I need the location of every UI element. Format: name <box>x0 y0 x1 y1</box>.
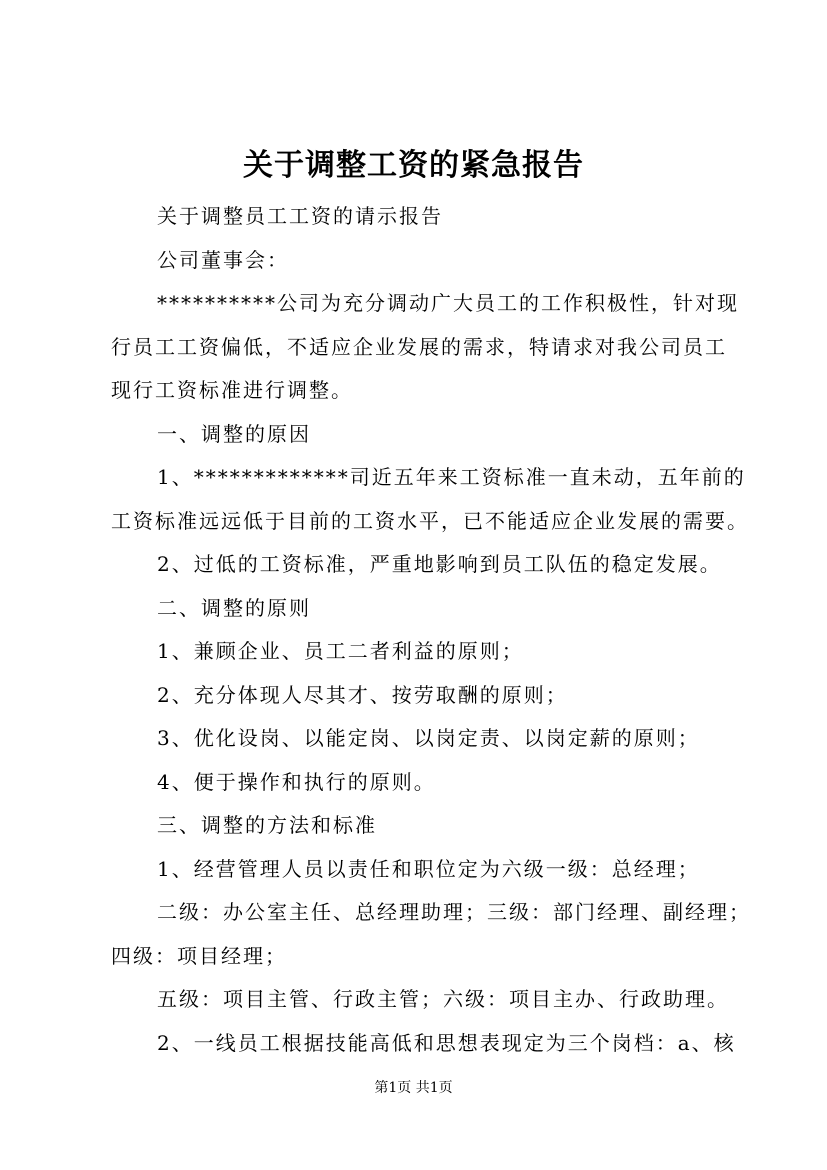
paragraph-line: 2、一线员工根据技能高低和思想表现定为三个岗档：a、核 <box>157 1030 736 1055</box>
paragraph-line: 工资标准远远低于目前的工资水平，已不能适应企业发展的需要。 <box>111 508 749 533</box>
paragraph-line: 2、过低的工资标准，严重地影响到员工队伍的稳定发展。 <box>157 552 722 576</box>
paragraph-line: **********公司为充分调动广大员工的工作积极性，针对现 <box>157 291 739 315</box>
section-heading: 一、调整的原因 <box>157 421 311 446</box>
document-title: 关于调整工资的紧急报告 <box>243 148 584 183</box>
paragraph-line: 3、优化设岗、以能定岗、以岗定责、以岗定薪的原则； <box>157 726 700 750</box>
paragraph-line: 关于调整员工工资的请示报告 <box>157 204 443 228</box>
paragraph-line: 1、经营管理人员以责任和职位定为六级一级：总经理； <box>157 856 700 881</box>
paragraph-line: 四级：项目经理； <box>111 943 287 968</box>
section-heading: 二、调整的原则 <box>157 595 311 620</box>
paragraph-line: 行员工工资偏低，不适应企业发展的需求，特请求对我公司员工 <box>111 334 727 359</box>
paragraph-line: 1、*************司近五年来工资标准一直未动，五年前的 <box>157 465 746 489</box>
paragraph-line: 现行工资标准进行调整。 <box>111 378 353 402</box>
section-heading: 三、调整的方法和标准 <box>157 813 377 837</box>
paragraph-line: 4、便于操作和执行的原则。 <box>157 769 436 794</box>
paragraph-line: 公司董事会： <box>157 247 289 272</box>
page-number-footer: 第1页 共1页 <box>374 1080 453 1096</box>
document-body <box>111 195 751 1065</box>
paragraph-line: 二级：办公室主任、总经理助理；三级：部门经理、副经理； <box>157 900 751 924</box>
paragraph-line: 2、充分体现人尽其才、按劳取酬的原则； <box>157 682 568 707</box>
paragraph-line: 五级：项目主管、行政主管；六级：项目主办、行政助理。 <box>157 987 729 1011</box>
paragraph-line: 1、兼顾企业、员工二者利益的原则； <box>157 639 524 663</box>
